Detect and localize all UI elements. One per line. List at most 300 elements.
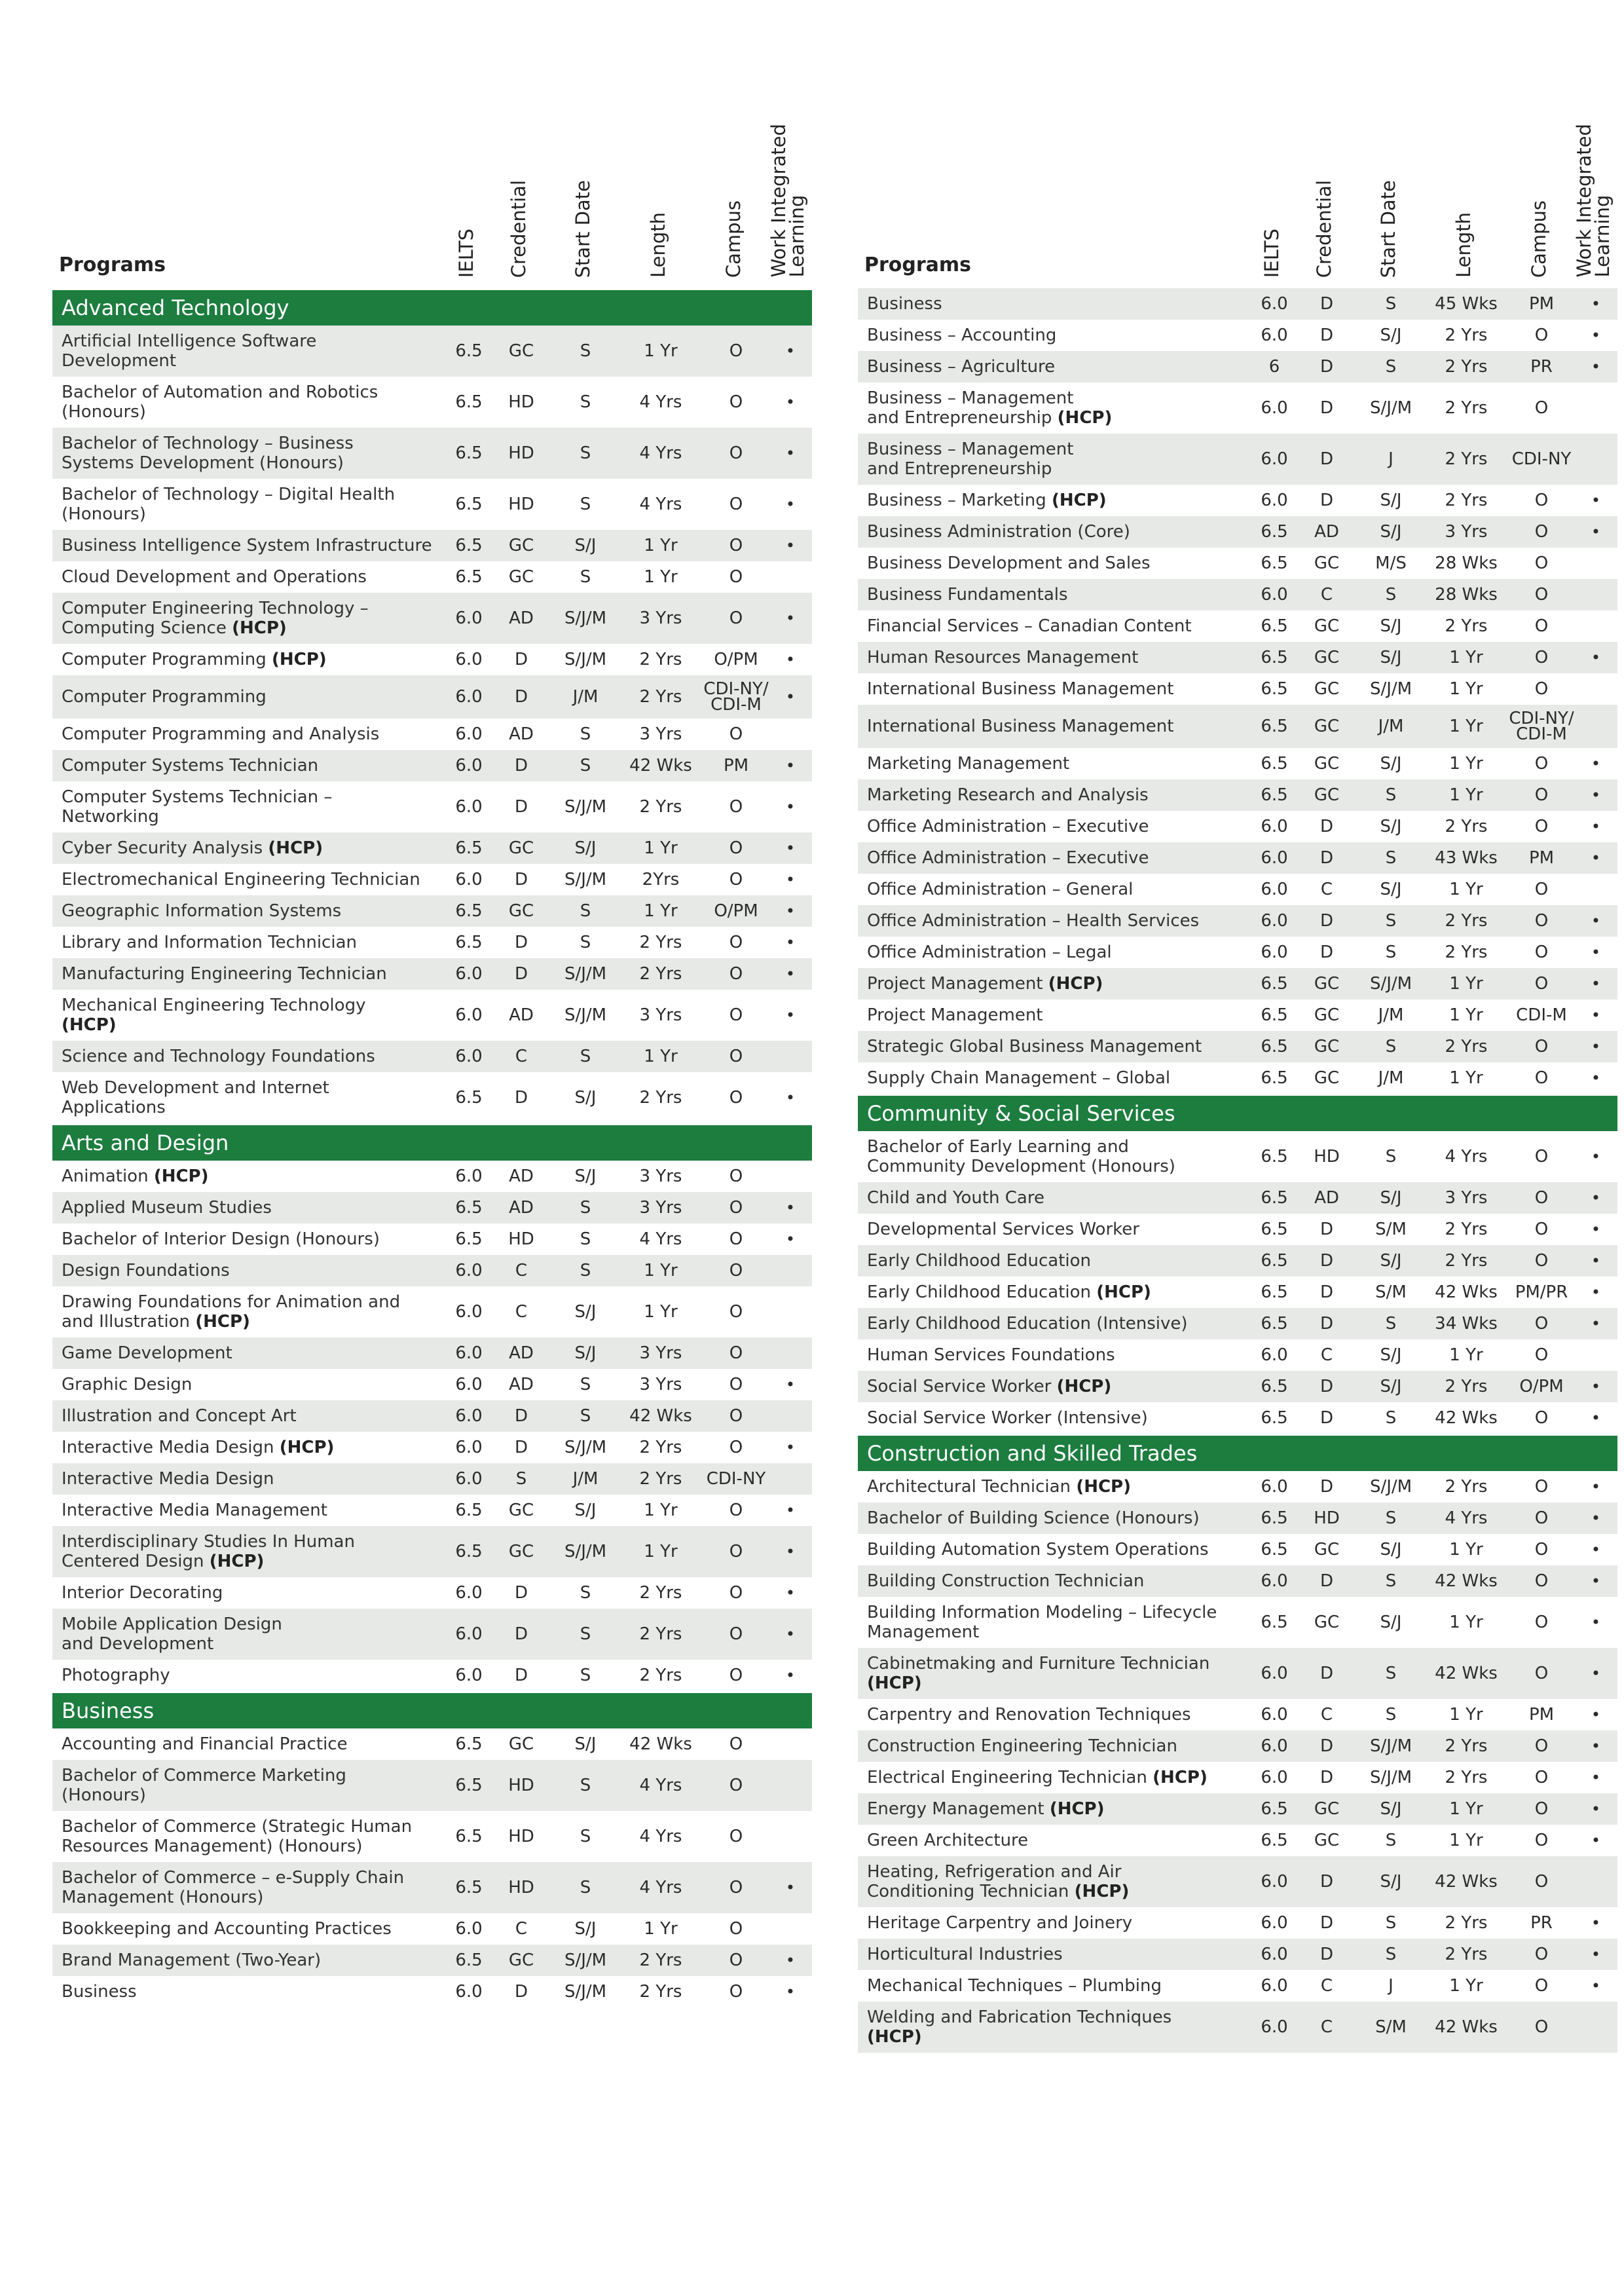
- length-value: 1 Yr: [644, 1501, 678, 1520]
- table-row: [858, 2002, 1617, 2053]
- program-name-line: Financial Services – Canadian Content: [867, 616, 1192, 636]
- wil-value: •: [1574, 905, 1617, 937]
- credential-value: GC: [1314, 553, 1340, 573]
- campus-value: PR: [1530, 1913, 1553, 1933]
- program-name: [52, 1728, 448, 1760]
- program-name: [52, 1945, 448, 1976]
- table-row: [858, 1339, 1617, 1371]
- program-name: [52, 644, 448, 675]
- wil-value: •: [1591, 817, 1601, 836]
- ielts-value: 6.5: [1253, 642, 1295, 673]
- program-name-line: Graphic Design: [62, 1375, 193, 1394]
- wil-value: [769, 561, 812, 593]
- program-name: [858, 1031, 1253, 1062]
- program-name: [858, 874, 1253, 905]
- program-name-line: Project Management: [867, 1005, 1043, 1025]
- campus-value: O: [1534, 616, 1549, 636]
- campus-value: O: [1534, 1540, 1549, 1559]
- table-row: [52, 1913, 812, 1945]
- program-name-line: Library and Information Technician: [62, 933, 357, 952]
- ielts-value: 6.5: [1253, 1502, 1295, 1534]
- credential-value: AD: [509, 1166, 534, 1186]
- wil-value: •: [1574, 1245, 1617, 1277]
- start-date-value: S/M: [1375, 1282, 1407, 1302]
- ielts-value: 6.0: [1253, 1648, 1295, 1699]
- program-name-line: International Business Management: [867, 679, 1174, 699]
- length-value: 2 Yrs: [1424, 351, 1509, 382]
- start-date-value: S: [1358, 288, 1424, 320]
- ielts-value: 6.0: [1261, 1477, 1288, 1497]
- ielts-value: 6.0: [1253, 1730, 1295, 1762]
- wil-value: •: [785, 393, 796, 411]
- campus-value: O: [729, 933, 743, 952]
- program-name: [858, 999, 1253, 1031]
- programs-header: Programs: [59, 253, 166, 276]
- wil-value: •: [1591, 1220, 1601, 1239]
- wil-value: [1574, 1856, 1617, 1907]
- program-name-line: Business – Agriculture: [867, 357, 1056, 377]
- ielts-value: 6.5: [455, 1501, 483, 1520]
- length-value: 2 Yrs: [639, 650, 682, 669]
- start-date-value: S: [1385, 1147, 1397, 1166]
- campus-value: O: [1509, 1182, 1574, 1214]
- program-name-line: Building Automation System Operations: [867, 1540, 1209, 1559]
- campus-value: O: [1534, 1477, 1549, 1497]
- credential-value: C: [1320, 880, 1333, 899]
- ielts-value: 6.5: [455, 392, 483, 412]
- table-row: [52, 428, 812, 479]
- campus-value: O: [729, 1438, 743, 1457]
- program-name-line: Bachelor of Technology – Digital Health: [62, 485, 396, 504]
- program-name: [858, 320, 1253, 351]
- campus-value: O: [703, 832, 769, 864]
- ielts-value: 6.5: [448, 428, 490, 479]
- campus-value: O: [703, 1609, 769, 1660]
- length-value: 2 Yrs: [639, 1583, 682, 1603]
- table-row: [858, 1471, 1617, 1502]
- campus-value: PR: [1509, 351, 1574, 382]
- ielts-value: 6.0: [455, 1583, 483, 1603]
- program-name-line: Applied Museum Studies: [62, 1198, 272, 1218]
- length-value: 1 Yr: [618, 326, 703, 377]
- ielts-value: 6.0: [455, 1982, 483, 2002]
- program-name-line: Business Intelligence System Infrastructure: [62, 536, 432, 555]
- length-value: 1 Yr: [1449, 679, 1483, 699]
- ielts-header: IELTS: [1261, 228, 1283, 278]
- section-header: [52, 1125, 812, 1161]
- ielts-value: 6: [1253, 351, 1295, 382]
- wil-value: [769, 718, 812, 750]
- start-date-value: S: [1358, 1502, 1424, 1534]
- start-date-value: S: [553, 1400, 618, 1432]
- campus-value: O: [729, 392, 743, 412]
- program-name-line: Heating, Refrigeration and Air: [867, 1862, 1122, 1882]
- campus-value: O/PM: [703, 895, 769, 927]
- length-value: 2 Yrs: [618, 1609, 703, 1660]
- credential-value: D: [1295, 351, 1358, 382]
- campus-value: PM/PR: [1515, 1282, 1568, 1302]
- program-name: [52, 1161, 448, 1192]
- wil-value: •: [1591, 1831, 1601, 1850]
- campus-value: CDI-M: [1516, 1005, 1567, 1025]
- program-name-line: Project Management: [867, 974, 1048, 994]
- ielts-value: 6.0: [1253, 905, 1295, 937]
- program-name-line: Science and Technology Foundations: [62, 1047, 375, 1066]
- program-name-line: Marketing Research and Analysis: [867, 785, 1149, 805]
- start-date-value: S/J: [574, 1088, 597, 1108]
- ielts-value: 6.0: [455, 1005, 483, 1025]
- start-date-value: J/M: [1358, 705, 1424, 748]
- program-name-line: Heritage Carpentry and Joinery: [867, 1913, 1133, 1933]
- credential-value: AD: [490, 593, 553, 644]
- campus-value: O: [1509, 1502, 1574, 1534]
- credential-value: D: [514, 1438, 528, 1457]
- program-name: [858, 1825, 1253, 1856]
- length-value: 4 Yrs: [639, 494, 682, 514]
- table-row: [858, 320, 1617, 351]
- start-date-value: S: [580, 567, 591, 587]
- ielts-value: 6.5: [455, 1734, 483, 1754]
- program-name: [52, 1495, 448, 1526]
- wil-value: [1574, 1339, 1617, 1371]
- length-value: 3 Yrs: [618, 593, 703, 644]
- program-name: [858, 1131, 1253, 1182]
- ielts-value: 6.5: [1261, 754, 1288, 774]
- program-name: [52, 561, 448, 593]
- table-row: [858, 1699, 1617, 1730]
- credential-value: C: [490, 1041, 553, 1072]
- campus-value: PM: [1528, 1705, 1555, 1725]
- start-date-value: S/J: [1358, 1856, 1424, 1907]
- ielts-value: 6.5: [1253, 1371, 1295, 1402]
- ielts-value: 6.5: [1261, 679, 1288, 699]
- program-name-line: Systems Development (Honours): [62, 453, 344, 473]
- program-name: [858, 579, 1253, 610]
- start-date-value: S: [553, 1760, 618, 1811]
- hcp-tag: (HCP): [268, 838, 323, 858]
- program-name: [858, 1970, 1253, 2002]
- program-name-line: Resources Management) (Honours): [62, 1837, 363, 1856]
- length-value: 3 Yrs: [618, 1337, 703, 1369]
- campus-value: PM: [1509, 842, 1574, 874]
- wil-value: [769, 1255, 812, 1286]
- campus-value: O: [703, 326, 769, 377]
- table-row: [858, 1402, 1617, 1434]
- start-date-value: S: [1358, 579, 1424, 610]
- campus-value: O: [703, 1337, 769, 1369]
- wil-value: [1574, 874, 1617, 905]
- wil-value: •: [1574, 351, 1617, 382]
- length-value: 2 Yrs: [1424, 1939, 1509, 1970]
- ielts-value: 6.5: [1253, 1031, 1295, 1062]
- campus-value: O: [1509, 905, 1574, 937]
- table-row: [52, 1337, 812, 1369]
- column-headers: [52, 85, 812, 282]
- program-name: [52, 1337, 448, 1369]
- campus-value: O: [1534, 817, 1549, 836]
- program-name-line: Computer Systems Technician –: [62, 787, 333, 807]
- wil-value: [1574, 610, 1617, 642]
- programs-table-right: [858, 85, 1617, 2053]
- program-name-line: Horticultural Industries: [867, 1945, 1063, 1964]
- wil-value: •: [1591, 1914, 1601, 1932]
- program-name-line: Business – Management: [867, 439, 1074, 459]
- credential-value: D: [514, 870, 528, 889]
- ielts-value: 6.0: [1261, 1976, 1288, 1996]
- wil-value: •: [785, 650, 796, 669]
- program-name-line: (Honours): [62, 402, 146, 422]
- start-date-value: S/J/M: [564, 1438, 607, 1457]
- program-name-line: and Entrepreneurship: [867, 408, 1058, 428]
- table-row: [858, 1131, 1617, 1182]
- program-name-line: International Business Management: [867, 717, 1174, 736]
- program-name-line: Office Administration – Executive: [867, 817, 1149, 836]
- wil-value: •: [769, 1526, 812, 1577]
- start-date-header: Start Date: [1377, 179, 1399, 278]
- hcp-tag: (HCP): [1052, 491, 1107, 510]
- wil-value: •: [1591, 1006, 1601, 1024]
- table-row: [52, 1862, 812, 1913]
- campus-value: O: [1534, 942, 1549, 962]
- ielts-value: 6.0: [1253, 579, 1295, 610]
- ielts-value: 6.0: [1261, 1345, 1288, 1365]
- start-date-value: S/J: [1380, 616, 1402, 636]
- wil-value: •: [785, 1666, 796, 1685]
- length-value: 42 Wks: [1424, 1565, 1509, 1597]
- length-value: 2 Yrs: [639, 1438, 682, 1457]
- credential-value: GC: [490, 1526, 553, 1577]
- table-row: [52, 1760, 812, 1811]
- credential-value: C: [1295, 579, 1358, 610]
- wil-value: •: [769, 832, 812, 864]
- program-name-line: Welding and Fabrication Techniques: [867, 2007, 1172, 2027]
- table-row: [52, 479, 812, 530]
- program-name: [52, 990, 448, 1041]
- start-date-value: S: [1358, 905, 1424, 937]
- program-name-line: Business – Marketing: [867, 491, 1052, 510]
- ielts-value: 6.5: [448, 326, 490, 377]
- credential-value: GC: [1314, 616, 1340, 636]
- length-value: 4 Yrs: [639, 1827, 682, 1846]
- credential-value: GC: [508, 1734, 534, 1754]
- wil-value: [1574, 2002, 1617, 2053]
- credential-value: C: [515, 1302, 528, 1322]
- length-value: 2 Yrs: [1424, 1031, 1509, 1062]
- wil-value: •: [1574, 1502, 1617, 1534]
- program-name: [858, 1648, 1253, 1699]
- program-name: [858, 1502, 1253, 1534]
- program-name-line: Building Construction Technician: [867, 1571, 1145, 1591]
- credential-value: HD: [1314, 1147, 1340, 1166]
- campus-value: O/PM: [714, 650, 758, 669]
- campus-value: O: [1509, 968, 1574, 999]
- table-row: [858, 1277, 1617, 1308]
- ielts-value: 6.5: [1261, 1831, 1288, 1850]
- program-name: [858, 1062, 1253, 1094]
- ielts-value: 6.5: [1261, 553, 1288, 573]
- campus-value: PM: [1509, 288, 1574, 320]
- credential-value: C: [1320, 1976, 1333, 1996]
- campus-value: O: [1534, 1408, 1549, 1428]
- length-value: 2 Yrs: [1445, 616, 1488, 636]
- campus-value: O: [729, 1375, 743, 1394]
- credential-value: GC: [1295, 642, 1358, 673]
- length-value: 2 Yrs: [1445, 1913, 1488, 1933]
- credential-value: GC: [1314, 679, 1340, 699]
- program-name-line: Management: [867, 1622, 980, 1642]
- length-value: 2Yrs: [642, 870, 680, 889]
- length-value: 45 Wks: [1424, 288, 1509, 320]
- table-row: [52, 1811, 812, 1862]
- start-date-value: S/J/M: [564, 1982, 607, 2002]
- credential-value: HD: [508, 1827, 534, 1846]
- start-date-value: S: [580, 494, 591, 514]
- wil-value: •: [1591, 491, 1601, 510]
- start-date-value: J/M: [553, 675, 618, 718]
- credential-value: D: [514, 1088, 528, 1108]
- table-row: [52, 675, 812, 718]
- program-name: [52, 1072, 448, 1123]
- length-value: 4 Yrs: [639, 392, 682, 412]
- ielts-value: 6.0: [1253, 2002, 1295, 2053]
- hcp-tag: (HCP): [279, 1438, 335, 1457]
- ielts-value: 6.0: [448, 675, 490, 718]
- campus-value: O: [703, 958, 769, 990]
- program-name: [52, 1432, 448, 1463]
- wil-value: •: [1591, 943, 1601, 961]
- table-row: [52, 530, 812, 561]
- wil-value: •: [1591, 1706, 1601, 1724]
- ielts-value: 6.5: [1253, 968, 1295, 999]
- program-name: [52, 428, 448, 479]
- wil-value: •: [1574, 779, 1617, 811]
- start-date-value: S: [553, 1862, 618, 1913]
- campus-value: O: [703, 428, 769, 479]
- credential-value: GC: [1295, 1793, 1358, 1825]
- program-name-line: Human Services Foundations: [867, 1345, 1115, 1365]
- length-value: 4 Yrs: [618, 1862, 703, 1913]
- program-name-line: Bachelor of Interior Design (Honours): [62, 1229, 380, 1249]
- ielts-value: 6.5: [455, 494, 483, 514]
- campus-value: O: [1509, 2002, 1574, 2053]
- ielts-value: 6.5: [455, 1229, 483, 1249]
- program-name-line: Mechanical Engineering Technology: [62, 996, 366, 1015]
- start-date-value: S: [580, 724, 591, 744]
- program-name-line: Bachelor of Building Science (Honours): [867, 1508, 1200, 1528]
- credential-value: HD: [490, 1760, 553, 1811]
- program-name: [52, 1041, 448, 1072]
- table-row: [52, 958, 812, 990]
- table-row: [858, 1062, 1617, 1094]
- ielts-value: 6.0: [448, 1255, 490, 1286]
- ielts-value: 6.0: [1253, 1856, 1295, 1907]
- start-date-value: S/J: [1358, 1371, 1424, 1402]
- table-row: [858, 905, 1617, 937]
- start-date-value: M/S: [1375, 553, 1407, 573]
- ielts-value: 6.0: [1261, 817, 1288, 836]
- program-name-line: Cloud Development and Operations: [62, 567, 367, 587]
- ielts-value: 6.5: [1253, 705, 1295, 748]
- program-name-line: Business – Accounting: [867, 326, 1057, 345]
- wil-value: •: [1574, 1308, 1617, 1339]
- program-name: [858, 434, 1253, 485]
- credential-value: GC: [1314, 1613, 1340, 1632]
- credential-value: D: [514, 797, 528, 817]
- length-value: 3 Yrs: [618, 1192, 703, 1223]
- program-name-line: Development: [62, 351, 177, 371]
- length-header: Length: [1452, 212, 1475, 278]
- credential-value: GC: [508, 567, 534, 587]
- start-date-value: S: [580, 1827, 591, 1846]
- table-row: [858, 382, 1617, 434]
- program-name-line: Cyber Security Analysis: [62, 838, 268, 858]
- table-row: [52, 644, 812, 675]
- campus-value: O: [1534, 754, 1549, 774]
- program-name-line: Cabinetmaking and Furniture Technician: [867, 1654, 1210, 1673]
- campus-value: O: [729, 494, 743, 514]
- section-title: Construction and Skilled Trades: [858, 1436, 1617, 1471]
- program-name: [52, 1369, 448, 1400]
- credential-value: S: [490, 1463, 553, 1495]
- ielts-value: 6.0: [448, 750, 490, 781]
- length-value: 42 Wks: [1424, 1648, 1509, 1699]
- campus-value: O: [1509, 1245, 1574, 1277]
- wil-value: •: [1591, 1613, 1601, 1632]
- program-name: [858, 1730, 1253, 1762]
- ielts-value: 6.0: [1261, 326, 1288, 345]
- start-date-value: S/J: [1358, 1245, 1424, 1277]
- length-value: 1 Yr: [1449, 1068, 1483, 1088]
- program-name-line: and Entrepreneurship: [867, 459, 1052, 479]
- length-value: 1 Yr: [1449, 1345, 1483, 1365]
- program-name-line: Social Service Worker (Intensive): [867, 1408, 1148, 1428]
- table-row: [858, 642, 1617, 673]
- campus-value: O: [1534, 679, 1549, 699]
- start-date-value: S: [1358, 1939, 1424, 1970]
- ielts-value: 6.5: [455, 1827, 483, 1846]
- wil-value: •: [769, 1192, 812, 1223]
- length-value: 1 Yr: [1424, 1793, 1509, 1825]
- length-value: 2 Yrs: [1445, 491, 1488, 510]
- credential-value: D: [1320, 1913, 1334, 1933]
- program-name: [52, 1862, 448, 1913]
- length-value: 1 Yr: [618, 530, 703, 561]
- program-name-line: Interdisciplinary Studies In Human: [62, 1532, 355, 1552]
- program-name: [52, 1286, 448, 1337]
- campus-value: O: [1534, 491, 1549, 510]
- credential-value: D: [490, 1609, 553, 1660]
- hcp-tag: (HCP): [1096, 1282, 1151, 1302]
- table-row: [52, 1223, 812, 1255]
- campus-value: O: [729, 1919, 743, 1939]
- length-value: 42 Wks: [1424, 1856, 1509, 1907]
- credential-value: HD: [490, 1862, 553, 1913]
- program-name-line: Mechanical Techniques – Plumbing: [867, 1976, 1162, 1996]
- section-header: [858, 1096, 1617, 1131]
- work-integrated-learning-header: Work Integrated Learning: [767, 124, 808, 278]
- credential-value: D: [1295, 1245, 1358, 1277]
- ielts-value: 6.0: [1261, 880, 1288, 899]
- start-date-value: S/M: [1358, 2002, 1424, 2053]
- start-date-value: S: [580, 1583, 591, 1603]
- table-row: [858, 842, 1617, 874]
- start-date-value: S: [553, 1255, 618, 1286]
- wil-value: •: [1574, 842, 1617, 874]
- table-row: [52, 750, 812, 781]
- table-row: [858, 1371, 1617, 1402]
- campus-value: O: [703, 1862, 769, 1913]
- table-row: [858, 1534, 1617, 1565]
